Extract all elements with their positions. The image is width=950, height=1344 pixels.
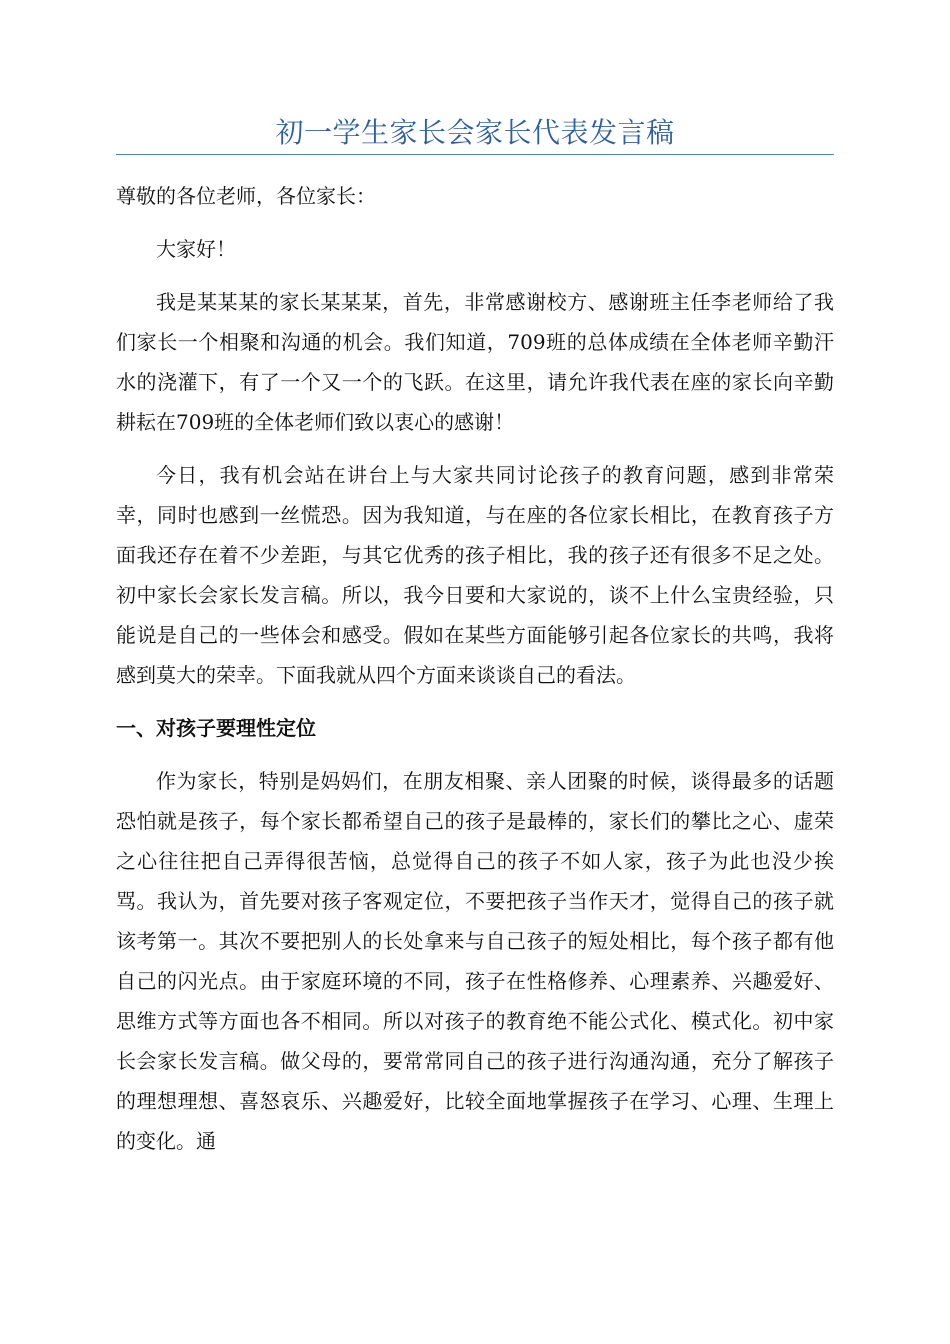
document-body	[116, 176, 834, 1161]
salutation: 尊敬的各位老师，各位家长：	[116, 184, 376, 208]
document-title: 初一学生家长会家长代表发言稿	[275, 116, 675, 149]
body-paragraph: 我是某某某的家长某某某，首先，非常感谢校方、感谢班主任李老师给了我们家长一个相聚和沟通的机会。我们知道，709班的总体成绩在全体老师辛勤汗水的浇灌下，有了一个又一个的飞跃。在这里，请允许我代表在座的家长向辛勤耕耘在709班的全体老师们致以衷心的感谢！	[116, 290, 834, 434]
body-paragraph: 今日，我有机会站在讲台上与大家共同讨论孩子的教育问题，感到非常荣幸，同时也感到一丝慌恐。因为我知道，与在座的各位家长相比，在教育孩子方面我还存在着不少差距，与其它优秀的孩子相比，我的孩子还有很多不足之处。初中家长会家长发言稿。所以，我今日要和大家说的，谈不上什么宝贵经验，只能说是自己的一些体会和感受。假如在某些方面能够引起各位家长的共鸣，我将感到莫大的荣幸。下面我就从四个方面来谈谈自己的看法。	[116, 463, 834, 687]
greeting: 大家好！	[156, 237, 236, 261]
section-paragraph: 作为家长，特别是妈妈们，在朋友相聚、亲人团聚的时候，谈得最多的话题恐怕就是孩子，每个家长都希望自己的孩子是最棒的，家长们的攀比之心、虚荣之心往往把自己弄得很苦恼，总觉得自己的孩子不如人家，孩子为此也没少挨骂。我认为，首先要对孩子客观定位，不要把孩子当作天才，觉得自己的孩子就该考第一。其次不要把别人的长处拿来与自己孩子的短处相比，每个孩子都有他自己的闪光点。由于家庭环境的不同，孩子在性格修养、心理素养、兴趣爱好、思维方式等方面也各不相同。所以对孩子的教育绝不能公式化、模式化。初中家长会家长发言稿。做父母的，要常常同自己的孩子进行沟通沟通，充分了解孩子的理想理想、喜怒哀乐、兴趣爱好，比较全面地掌握孩子在学习、心理、生理上的变化。通	[116, 769, 834, 1153]
title-underline	[116, 154, 834, 155]
section-heading: 一、对孩子要理性定位	[116, 716, 316, 740]
